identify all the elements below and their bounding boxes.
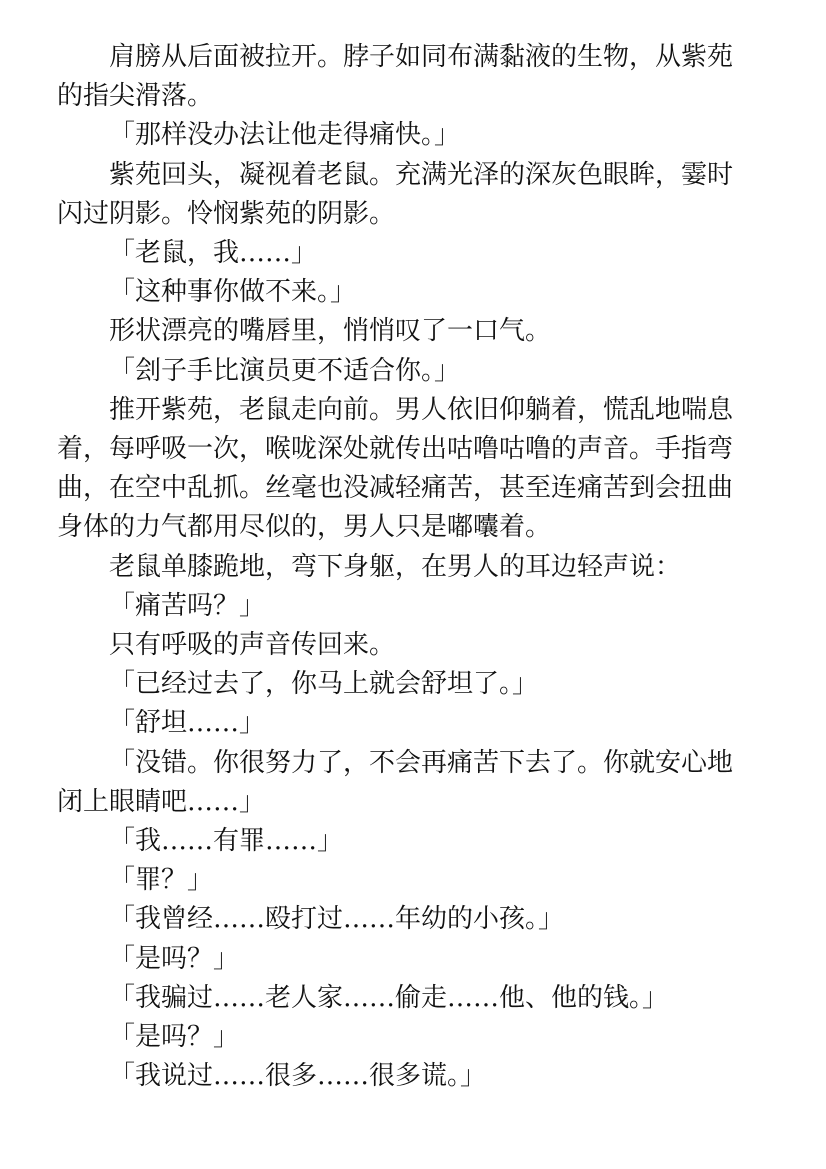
- paragraph-4: 「老鼠，我……」: [109, 238, 318, 269]
- paragraph-16: 「罪？」: [109, 865, 214, 896]
- paragraph-9: 老鼠单膝跪地，弯下身躯，在男人的耳边轻声说：: [109, 551, 682, 582]
- paragraph-3: 紫苑回头，凝视着老鼠。充满光泽的深灰色眼眸，霎时闪过阴影。怜悯紫苑的阴影。: [57, 159, 734, 229]
- paragraph-5: 「这种事你做不来。」: [109, 277, 357, 308]
- paragraph-17: 「我曾经……殴打过……年幼的小孩。」: [109, 904, 565, 935]
- paragraph-14: 「没错。你很努力了，不会再痛苦下去了。你就安心地闭上眼睛吧……」: [57, 747, 734, 817]
- paragraph-8: 推开紫苑，老鼠走向前。男人依旧仰躺着，慌乱地喘息着，每呼吸一次，喉咙深处就传出咕噜咕噜的声音。手指弯曲，在空中乱抓。丝毫也没减轻痛苦，甚至连痛苦到会扭曲身体的力气都用尽似的，男人只是嘟囔着。: [57, 394, 734, 543]
- paragraph-10: 「痛苦吗？」: [109, 590, 266, 621]
- paragraph-21: 「我说过……很多……很多谎。」: [109, 1061, 487, 1092]
- document-page: [57, 38, 757, 1096]
- paragraph-20: 「是吗？」: [109, 1022, 240, 1053]
- paragraph-18: 「是吗？」: [109, 943, 240, 974]
- paragraph-11: 只有呼吸的声音传回来。: [109, 630, 396, 661]
- paragraph-1: 肩膀从后面被拉开。脖子如同布满黏液的生物，从紫苑的指尖滑落。: [57, 42, 734, 112]
- paragraph-13: 「舒坦……」: [109, 708, 266, 739]
- paragraph-6: 形状漂亮的嘴唇里，悄悄叹了一口气。: [109, 316, 552, 347]
- paragraph-19: 「我骗过……老人家……偷走……他、他的钱。」: [109, 982, 669, 1013]
- paragraph-2: 「那样没办法让他走得痛快。」: [109, 120, 461, 151]
- paragraph-7: 「刽子手比演员更不适合你。」: [109, 355, 461, 386]
- paragraph-12: 「已经过去了，你马上就会舒坦了。」: [109, 669, 539, 700]
- paragraph-15: 「我……有罪……」: [109, 826, 344, 857]
